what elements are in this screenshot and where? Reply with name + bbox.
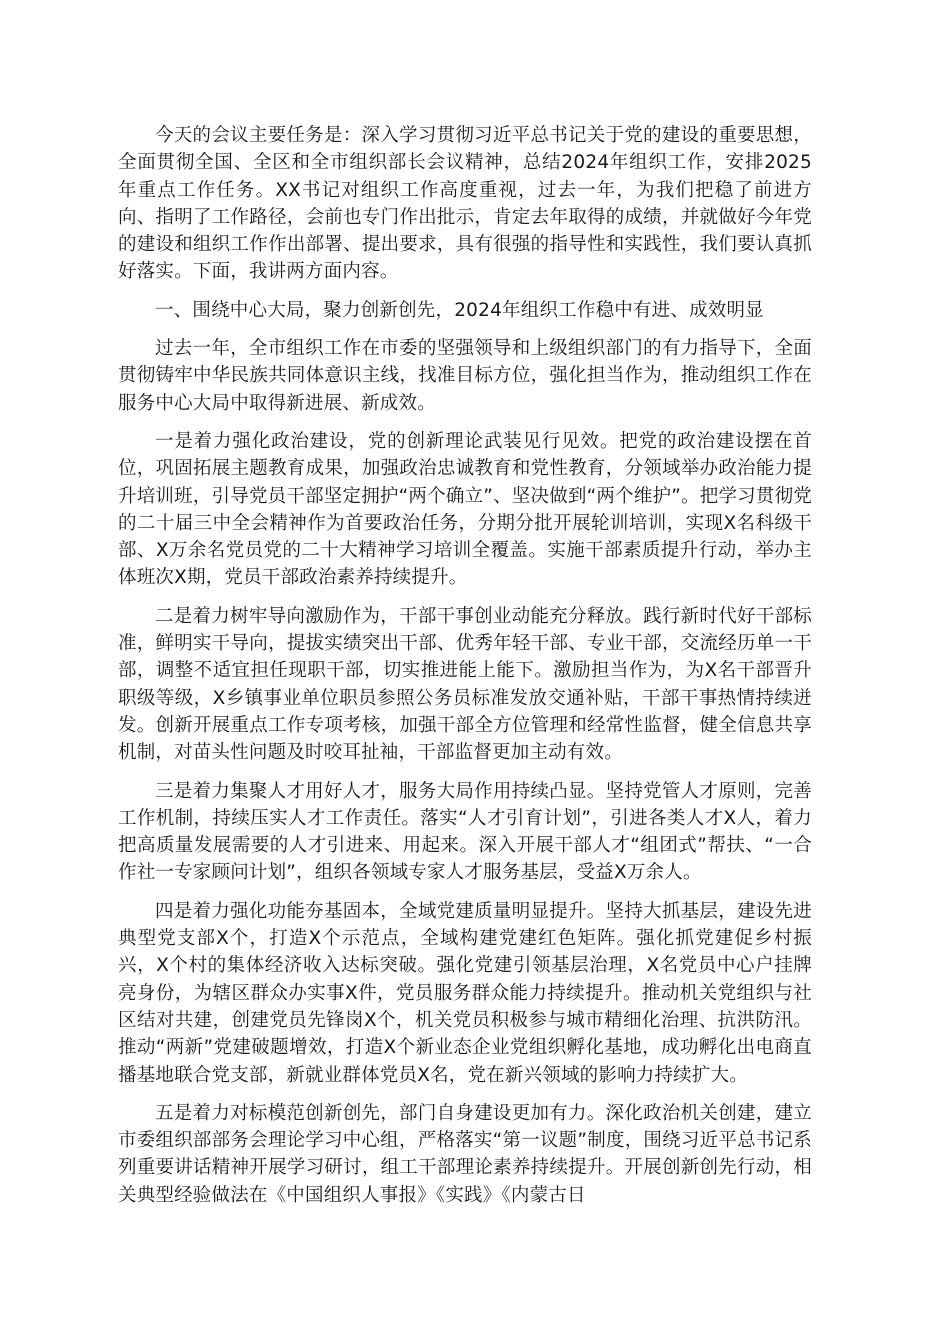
point-3-paragraph: 三是着力集聚人才用好人才，服务大局作用持续凸显。坚持党管人才原则，完善工作机制，持续压实人才工作责任。落实“人才引育计划”，引进各类人才X人，着力把高质量发展需要的人才引进来、用起来。深入开展干部人才“组团式”帮扶、“一合作社一专家顾问计划”，组织各领域专家人才服务基层，受益X万余人。: [118, 780, 812, 884]
intro-paragraph: 今天的会议主要任务是：深入学习贯彻习近平总书记关于党的建设的重要思想，全面贯彻全国、全区和全市组织部长会议精神，总结2024年组织工作，安排2025年重点工作任务。XX书记对组织工作高度重视，过去一年，为我们把稳了前进方向、指明了工作路径，会前也专门作出批示，肯定去年取得的成绩，并就做好今年党的建设和组织工作作出部署、提出要求，具有很强的指导性和实践性，我们要认真抓好落实。下面，我讲两方面内容。: [118, 125, 812, 283]
section-heading: 一、围绕中心大局，聚力创新创先，2024年组织工作稳中有进、成效明显: [155, 299, 764, 321]
point-1-paragraph: 一是着力强化政治建设，党的创新理论武装见行见效。把党的政治建设摆在首位，巩固拓展主题教育成果，加强政治忠诚教育和党性教育，分领域举办政治能力提升培训班，引导党员干部坚定拥护“两个确立”、坚决做到“两个维护”。把学习贯彻党的二十届三中全会精神作为首要政治任务，分期分批开展轮训培训，实现X名科级干部、X万余名党员党的二十大精神学习培训全覆盖。实施干部素质提升行动，举办主体班次X期，党员干部政治素养持续提升。: [118, 430, 812, 589]
point-5-paragraph: 五是着力对标模范创新创先，部门自身建设更加有力。深化政治机关创建，建立市委组织部部务会理论学习中心组，严格落实“第一议题”制度，围绕习近平总书记系列重要讲话精神开展学习研讨，组工干部理论素养持续提升。开展创新创先行动，相关典型经验做法在《中国组织人事报》《实践》《内蒙古日: [118, 1102, 812, 1206]
point-2-paragraph: 二是着力树牢导向激励作为，干部干事创业动能充分释放。践行新时代好干部标准，鲜明实干导向，提拔实绩突出干部、优秀年轻干部、专业干部，交流经历单一干部，调整不适宜担任现职干部，切实推进能上能下。激励担当作为，为X名干部晋升职级等级，X乡镇事业单位职员参照公务员标准发放交通补贴，干部干事热情持续迸发。创新开展重点工作专项考核，加强干部全方位管理和经常性监督，健全信息共享机制，对苗头性问题及时咬耳扯袖，干部监督更加主动有效。: [118, 605, 812, 764]
section-summary-paragraph: 过去一年，全市组织工作在市委的坚强领导和上级组织部门的有力指导下，全面贯彻铸牢中华民族共同体意识主线，找准目标方位，强化担当作为，推动组织工作在服务中心大局中取得新进展、新成效。: [118, 338, 812, 414]
document-page: [118, 122, 812, 1220]
point-4-paragraph: 四是着力强化功能夯基固本，全域党建质量明显提升。坚持大抓基层，建设先进典型党支部X个，打造X个示范点，全域构建党建红色矩阵。强化抓党建促乡村振兴，X个村的集体经济收入达标突破。强化党建引领基层治理，X名党员中心户挂牌亮身份，为辖区群众办实事X件，党员服务群众能力持续提升。推动机关党组织与社区结对共建，创建党员先锋岗X个，机关党员积极参与城市精细化治理、抗洪防汛。推动“两新”党建破题增效，打造X个新业态企业党组织孵化基地，成功孵化出电商直播基地联合党支部，新就业群体党员X名，党在新兴领域的影响力持续扩大。: [118, 900, 812, 1086]
